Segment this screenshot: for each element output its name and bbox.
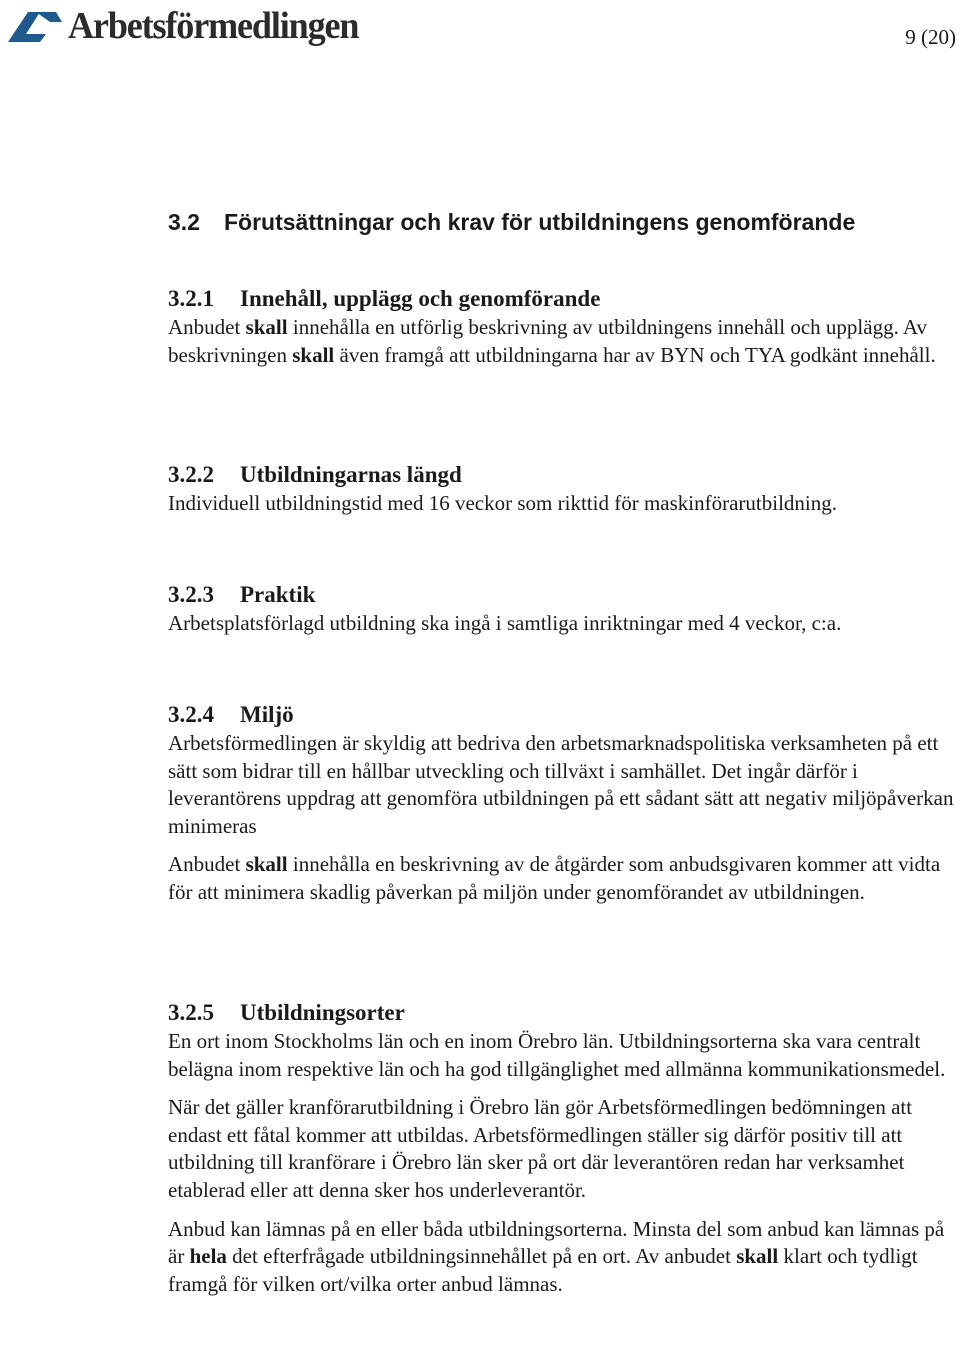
paragraph-text: När det gäller kranförarutbildning i Örebro län gör Arbetsförmedlingen bedömningen att endast ett fåtal kommer att utbildas. Arbetsförmedlingen ställer sig därför positiv till att utbildning till kranförare i Örebro län sker på ort där leverantören redan har verksamhet etablerad eller att denna sker hos underleverantör. — [168, 1095, 913, 1202]
paragraph-text: även framgå att utbildningarna har av BYN och TYA godkänt innehåll. — [334, 342, 936, 367]
subsection-heading — [168, 700, 958, 730]
subsection-title: Miljö — [240, 702, 294, 727]
body-paragraph — [168, 1094, 958, 1204]
paragraph-text: Anbudet — [168, 315, 246, 339]
subsection-3-2-2 — [168, 460, 958, 518]
paragraph-text: innehålla en beskrivning av de åtgärder som anbudsgivaren kommer att vidta för att minimera skadlig påverkan på miljön under genomförandet av utbildningen. — [168, 852, 941, 904]
body-paragraph — [168, 1216, 958, 1299]
paragraph-text: Individuell utbildningstid med 16 veckor som rikttid för maskinförarutbildning. — [168, 491, 837, 515]
subsection-3-2-4 — [168, 700, 958, 907]
paragraph-text: innehålla en utförlig beskrivning av utbildningens innehåll och upplägg. Av beskrivningen — [168, 315, 928, 367]
subsection-title: Utbildningarnas längd — [240, 462, 462, 487]
subsection-number: 3.2.5 — [168, 1000, 214, 1025]
subsection-title: Praktik — [240, 582, 316, 607]
subsection-heading — [168, 284, 958, 314]
section-title — [168, 209, 855, 236]
subsection-3-2-3 — [168, 580, 958, 638]
subsection-number: 3.2.4 — [168, 702, 214, 727]
paragraph-text: klart och tydligt framgå för vilken ort/vilka orter anbud lämnas. — [168, 1244, 918, 1296]
paragraph-text: Arbetsplatsförlagd utbildning ska ingå i samtliga inriktningar med 4 veckor, c:a. — [168, 611, 842, 635]
body-paragraph — [168, 851, 958, 906]
paragraph-text: Anbudet — [168, 852, 246, 877]
paragraph-group — [168, 610, 958, 638]
emphasis-text: skall — [736, 1244, 779, 1269]
body-paragraph — [168, 490, 958, 518]
logo-text: Arbetsförmedlingen — [68, 5, 359, 47]
paragraph-text: Anbud kan lämnas på en eller båda utbildningsorterna. Minsta del som anbud kan lämnas på är — [168, 1216, 945, 1269]
section-number: 3.2 — [168, 209, 200, 235]
paragraph-group — [168, 490, 958, 518]
subsection-number: 3.2.2 — [168, 462, 214, 487]
subsection-heading — [168, 998, 958, 1028]
subsection-heading — [168, 580, 958, 610]
subsection-title: Innehåll, upplägg och genomförande — [240, 286, 601, 311]
paragraph-text: En ort inom Stockholms län och en inom Örebro län. Utbildningsorterna ska vara centralt belägna inom respektive län och ha god tillgänglighet med allmänna kommunikationsmedel. — [168, 1029, 946, 1081]
emphasis-text: skall — [245, 315, 288, 339]
paragraph-text: det efterfrågade utbildningsinnehållet på en ort. Av anbudet — [226, 1244, 737, 1269]
paragraph-group — [168, 1028, 958, 1298]
subsection-3-2-5 — [168, 998, 958, 1298]
page-number: 9 (20) — [905, 25, 956, 49]
emphasis-text: hela — [189, 1244, 227, 1269]
arbetsformedlingen-logo-icon — [6, 8, 64, 44]
logo — [6, 4, 374, 48]
body-paragraph — [168, 610, 958, 638]
emphasis-text: skall — [292, 342, 335, 367]
paragraph-group — [168, 730, 958, 907]
subsection-3-2-1 — [168, 284, 958, 369]
subsection-number: 3.2.3 — [168, 582, 214, 607]
emphasis-text: skall — [245, 852, 288, 877]
section-title-text: Förutsättningar och krav för utbildningens genomförande — [223, 209, 856, 235]
body-paragraph — [168, 314, 958, 369]
subsection-title: Utbildningsorter — [240, 1000, 405, 1025]
paragraph-text: Arbetsförmedlingen är skyldig att bedriva den arbetsmarknadspolitiska verksamheten på ett sätt som bidrar till en hållbar utveckling och tillväxt i samhället. Det ingår därför i leverantörens uppdrag att genomföra utbildningen på ett sådant sätt att negativ miljöpåverkan minimeras — [168, 731, 954, 838]
body-paragraph — [168, 1028, 958, 1083]
subsection-heading — [168, 460, 958, 490]
paragraph-group — [168, 314, 958, 369]
subsection-number: 3.2.1 — [168, 286, 214, 311]
body-paragraph — [168, 730, 958, 840]
